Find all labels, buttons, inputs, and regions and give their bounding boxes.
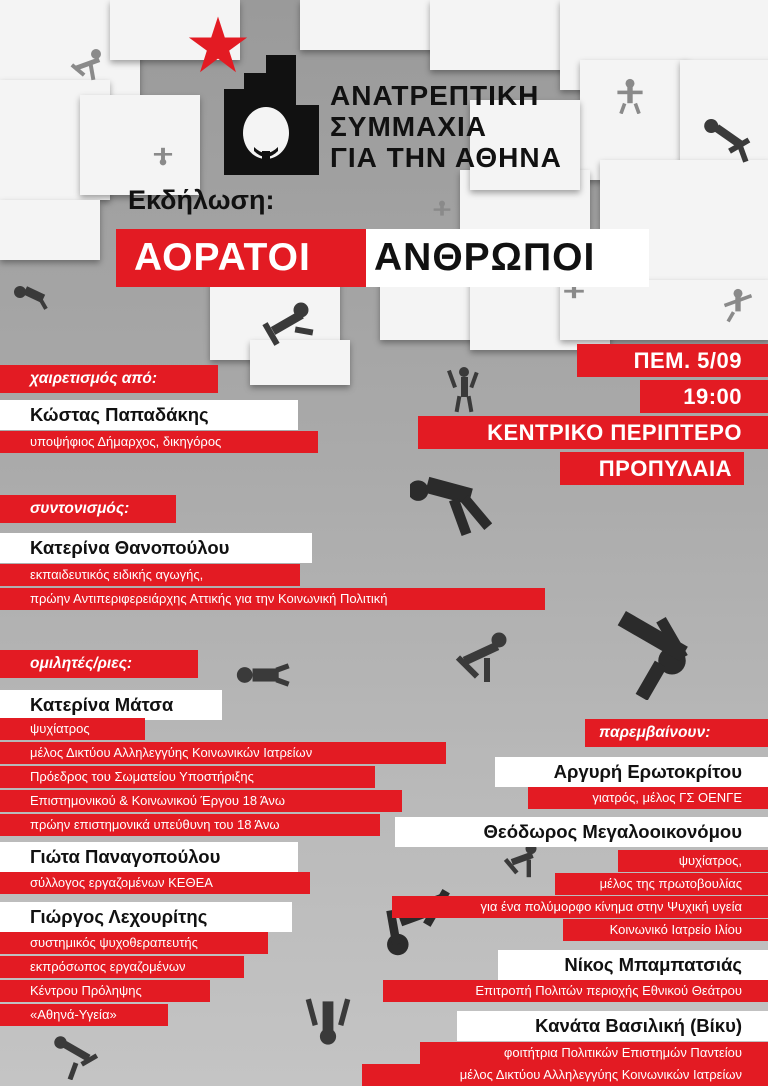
organization-name-line: ΓΙΑ ΤΗΝ ΑΘΗΝΑ xyxy=(330,142,562,173)
event-title-part1: ΑΟΡΑΤΟΙ xyxy=(116,229,366,287)
intervention-role: μέλος Δικτύου Αλληλεγγύης Κοινωνικών Ιατρείων xyxy=(362,1064,768,1086)
moderation-role: πρώην Αντιπεριφερειάρχης Αττικής για την Κοινωνική Πολιτική xyxy=(0,588,545,610)
falling-figure-icon xyxy=(606,605,716,700)
falling-figure-icon xyxy=(444,366,484,416)
event-location-bar xyxy=(560,452,744,485)
falling-figure-icon xyxy=(46,1030,100,1080)
intervention-role: ψυχίατρος, xyxy=(618,850,768,872)
greeting-heading: χαιρετισμός από: xyxy=(0,365,218,393)
speaker-role: σύλλογος εργαζομένων ΚΕΘΕΑ xyxy=(0,872,310,894)
event-title-part2: ΑΝΘΡΩΠΟΙ xyxy=(366,229,649,287)
intervention-role: για ένα πολύμορφο κίνημα στην Ψυχική υγεία xyxy=(392,896,768,918)
event-date: ΠΕΜ. 5/09 xyxy=(577,344,768,377)
falling-figure-icon xyxy=(256,298,316,358)
falling-figure-icon xyxy=(300,996,356,1050)
falling-figure-icon xyxy=(410,470,492,540)
intervention-role: Κοινωνικό Ιατρείο Ιλίου xyxy=(563,919,768,941)
intervention-role: Επιτροπή Πολιτών περιοχής Εθνικού Θεάτρου xyxy=(383,980,768,1002)
intervention-role: μέλος της πρωτοβουλίας xyxy=(555,873,768,895)
interventions-heading: παρεμβαίνουν: xyxy=(585,719,768,747)
greeting-name: Κώστας Παπαδάκης xyxy=(0,400,298,430)
speaker-name: Γιώτα Παναγοπούλου xyxy=(0,842,298,872)
falling-figure-icon xyxy=(430,200,454,224)
speaker-role: εκπρόσωπος εργαζομένων xyxy=(0,956,244,978)
event-label: Εκδήλωση: xyxy=(128,185,275,215)
falling-figure-icon xyxy=(236,658,290,692)
falling-figure-icon xyxy=(612,78,648,114)
speaker-role: μέλος Δικτύου Αλληλεγγύης Κοινωνικών Ιατρείων xyxy=(0,742,446,764)
falling-figure-icon xyxy=(8,280,56,320)
falling-figure-icon xyxy=(372,880,458,966)
intervention-role: γιατρός, μέλος ΓΣ ΟΕΝΓΕ xyxy=(528,787,768,809)
speaker-role: Πρόεδρος του Σωματείου Υποστήριξης xyxy=(0,766,375,788)
background-tiles xyxy=(0,0,768,400)
falling-figure-icon xyxy=(446,628,510,688)
intervention-name: Νίκος Μπαμπατσιάς xyxy=(498,950,768,980)
organization-name xyxy=(330,80,562,173)
organization-logo-icon xyxy=(224,55,319,175)
speaker-role: ψυχίατρος xyxy=(0,718,145,740)
speaker-role: Επιστημονικού & Κοινωνικού Έργου 18 Άνω xyxy=(0,790,402,812)
falling-figure-icon xyxy=(150,140,176,166)
moderation-role: εκπαιδευτικός ειδικής αγωγής, xyxy=(0,564,300,586)
intervention-name: Θεόδωρος Μεγαλοοικονόμου xyxy=(395,817,768,847)
speaker-role: πρώην επιστημονικά υπεύθυνη του 18 Άνω xyxy=(0,814,380,836)
event-location-text: ΠΡΟΠΥΛΑΙΑ xyxy=(598,456,732,481)
speakers-heading: ομιλητές/ριες: xyxy=(0,650,198,678)
moderation-heading: συντονισμός: xyxy=(0,495,176,523)
speaker-name: Κατερίνα Μάτσα xyxy=(0,690,222,720)
organization-name-line: ΣΥΜΜΑΧΙΑ xyxy=(330,111,488,142)
intervention-name: Κανάτα Βασιλική (Βίκυ) xyxy=(457,1011,768,1041)
speaker-name: Γιώργος Λεχουρίτης xyxy=(0,902,292,932)
falling-figure-icon xyxy=(66,46,106,86)
falling-figure-icon xyxy=(700,112,756,168)
greeting-role: υποψήφιος Δήμαρχος, δικηγόρος xyxy=(0,431,318,453)
speaker-role: Κέντρου Πρόληψης xyxy=(0,980,210,1002)
falling-figure-icon xyxy=(720,288,756,324)
intervention-role: φοιτήτρια Πολιτικών Επιστημών Παντείου xyxy=(420,1042,768,1064)
event-venue: ΚΕΝΤΡΙΚΟ ΠΕΡΙΠΤΕΡΟ xyxy=(418,416,768,449)
speaker-role: συστημικός ψυχοθεραπευτής xyxy=(0,932,268,954)
falling-figure-icon xyxy=(498,842,542,886)
organization-name-line: ΑΝΑΤΡΕΠΤΙΚΗ xyxy=(330,80,540,111)
event-time: 19:00 xyxy=(640,380,768,413)
moderation-name: Κατερίνα Θανοπούλου xyxy=(0,533,312,563)
intervention-name: Αργυρή Ερωτοκρίτου xyxy=(495,757,768,787)
speaker-role: «Αθηνά-Υγεία» xyxy=(0,1004,168,1026)
